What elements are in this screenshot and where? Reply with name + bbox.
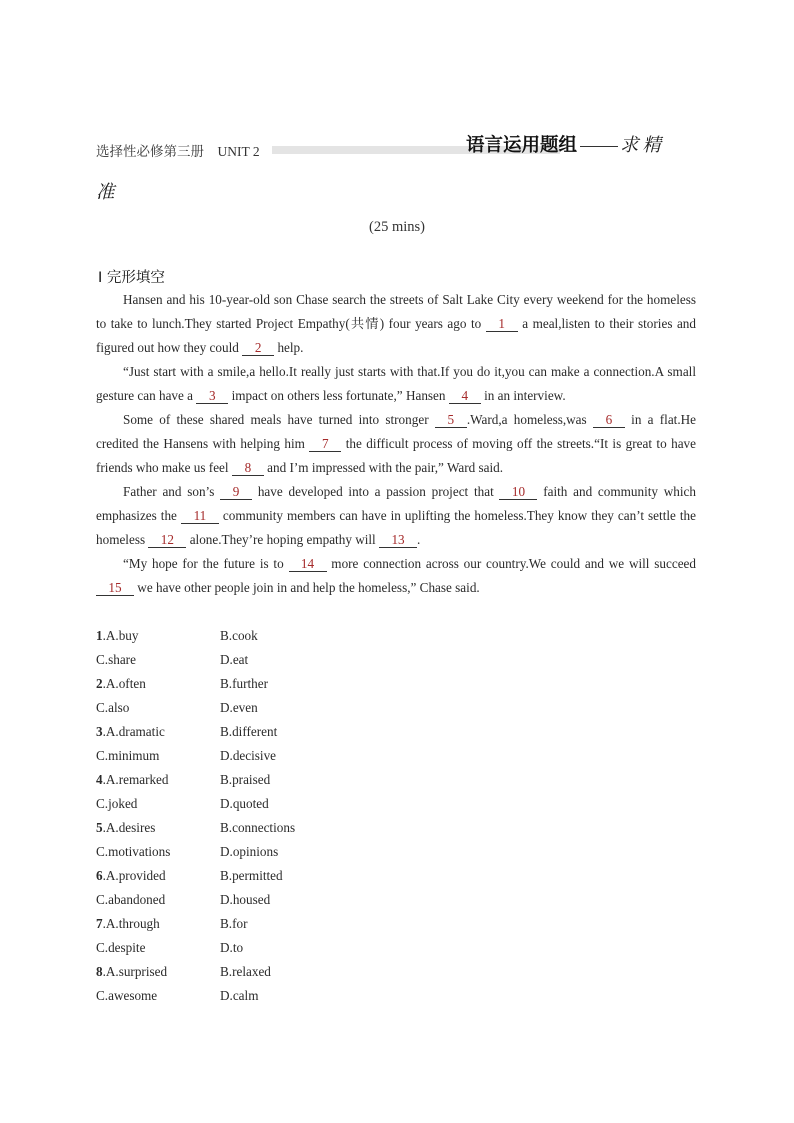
passage-text: alone.They’re hoping empathy will [186,532,380,547]
passage-paragraph [96,552,696,600]
passage-text: we have other people join in and help the homeless,” Chase said. [134,580,480,595]
page-title [466,131,665,157]
option-b[interactable]: B.cook [220,628,258,643]
blank-9: 9 [220,484,252,500]
option-d[interactable]: D.housed [220,892,271,907]
blank-1: 1 [486,316,518,332]
question-number: 6 [96,868,103,883]
option-row [96,840,496,864]
question-number: 2 [96,676,103,691]
passage-text: community members can have in uplifting the homeless.They know they can’t settle the homeless [96,508,696,547]
question-number: 1 [96,628,103,643]
cloze-passage [96,288,696,600]
page-header [96,130,696,160]
passage-text: Father and son’s [123,484,221,499]
answer-options [96,624,496,1008]
option-b[interactable]: B.relaxed [220,964,271,979]
blank-11: 11 [181,508,219,524]
passage-text: and I’m impressed with the pair,” Ward said. [263,460,504,475]
question-number: 5 [96,820,103,835]
passage-text: more connection across our country.We could and we will succeed [326,556,696,571]
option-text: .A.desires [102,820,156,835]
option-row [96,864,496,888]
passage-text: Some of these shared meals have turned into stronger [123,412,435,427]
option-text: .A.dramatic [102,724,165,739]
option-a[interactable] [96,768,169,792]
option-row [96,672,496,696]
blank-3: 3 [196,388,228,404]
blank-13: 13 [379,532,417,548]
option-d[interactable]: D.opinions [220,844,279,859]
passage-text: the difficult process of moving off the streets.“It is great to have friends who make us feel [96,436,696,475]
option-row [96,696,496,720]
option-row [96,648,496,672]
option-d[interactable]: D.eat [220,652,249,667]
passage-paragraph [96,480,696,552]
blank-6: 6 [593,412,625,428]
option-a[interactable] [96,864,166,888]
passage-text: Hansen and his 10-year-old son Chase search the streets of Salt Lake City every weekend for the homeless to take to lunch.They started Project Empathy(共情) four years ago to [96,292,696,331]
passage-text: “Just start with a smile,a hello.It really just starts with that.If you do it,you can make a connection.A small gesture can have a [96,364,696,403]
blank-2: 2 [242,340,274,356]
section-title: Ⅰ 完形填空 [98,270,165,286]
option-a[interactable] [96,960,167,984]
duration-label: (25 mins) [369,219,425,235]
title-tail: 求精 [620,135,666,156]
option-d[interactable]: D.even [220,700,258,715]
option-b[interactable]: B.for [220,916,248,931]
option-text: .A.buy [102,628,139,643]
option-b[interactable]: B.further [220,676,268,691]
option-b[interactable]: B.connections [220,820,296,835]
passage-text: .Ward,a homeless,was [466,412,593,427]
option-c[interactable]: C.awesome [96,988,158,1003]
passage-text: have developed into a passion project that [252,484,500,499]
option-text: .A.through [102,916,160,931]
option-c[interactable]: C.abandoned [96,892,166,907]
passage-text: faith and community which emphasizes the [96,484,696,523]
option-c[interactable]: C.joked [96,796,138,811]
option-b[interactable]: B.different [220,724,278,739]
passage-text: help. [274,340,304,355]
option-d[interactable]: D.quoted [220,796,269,811]
passage-text: . [417,532,421,547]
question-number: 3 [96,724,103,739]
title-text: 语言运用题组 [466,135,578,156]
option-d[interactable]: D.calm [220,988,259,1003]
question-number: 7 [96,916,103,931]
option-b[interactable]: B.permitted [220,868,283,883]
option-c[interactable]: C.despite [96,940,146,955]
passage-text: in a flat.He credited the Hansens with helping him [96,412,697,451]
option-a[interactable] [96,624,139,648]
passage-paragraph [96,408,696,480]
blank-4: 4 [449,388,481,404]
option-b[interactable]: B.praised [220,772,271,787]
passage-paragraph [96,288,696,360]
blank-15: 15 [96,580,134,596]
blank-14: 14 [289,556,327,572]
option-text: .A.provided [102,868,166,883]
option-row [96,744,496,768]
option-row [96,624,496,648]
option-text: .A.surprised [102,964,168,979]
option-d[interactable]: D.to [220,940,244,955]
option-a[interactable] [96,816,155,840]
question-number: 8 [96,964,103,979]
option-row [96,960,496,984]
option-c[interactable]: C.also [96,700,130,715]
option-text: .A.often [102,676,146,691]
course-label: 选择性必修第三册 UNIT 2 [96,144,260,159]
option-c[interactable]: C.motivations [96,844,171,859]
option-a[interactable] [96,720,165,744]
option-row [96,768,496,792]
question-number: 4 [96,772,103,787]
blank-10: 10 [499,484,537,500]
option-c[interactable]: C.share [96,652,136,667]
title-tail-wrap: 准 [96,182,115,203]
title-dash [580,146,618,147]
option-row [96,792,496,816]
option-row [96,720,496,744]
passage-text: impact on others less fortunate,” Hansen [228,388,449,403]
option-row [96,936,496,960]
passage-text: in an interview. [480,388,566,403]
option-row [96,888,496,912]
blank-12: 12 [148,532,186,548]
option-a[interactable] [96,672,146,696]
blank-7: 7 [309,436,341,452]
blank-8: 8 [232,460,264,476]
option-row [96,912,496,936]
blank-5: 5 [435,412,467,428]
option-row [96,816,496,840]
passage-text: a meal,listen to their stories and figured out how they could [96,316,696,355]
passage-paragraph [96,360,696,408]
option-a[interactable] [96,912,160,936]
passage-text: “My hope for the future is to [123,556,289,571]
option-text: .A.remarked [102,772,169,787]
option-c[interactable]: C.minimum [96,748,160,763]
option-row [96,984,496,1008]
option-d[interactable]: D.decisive [220,748,277,763]
